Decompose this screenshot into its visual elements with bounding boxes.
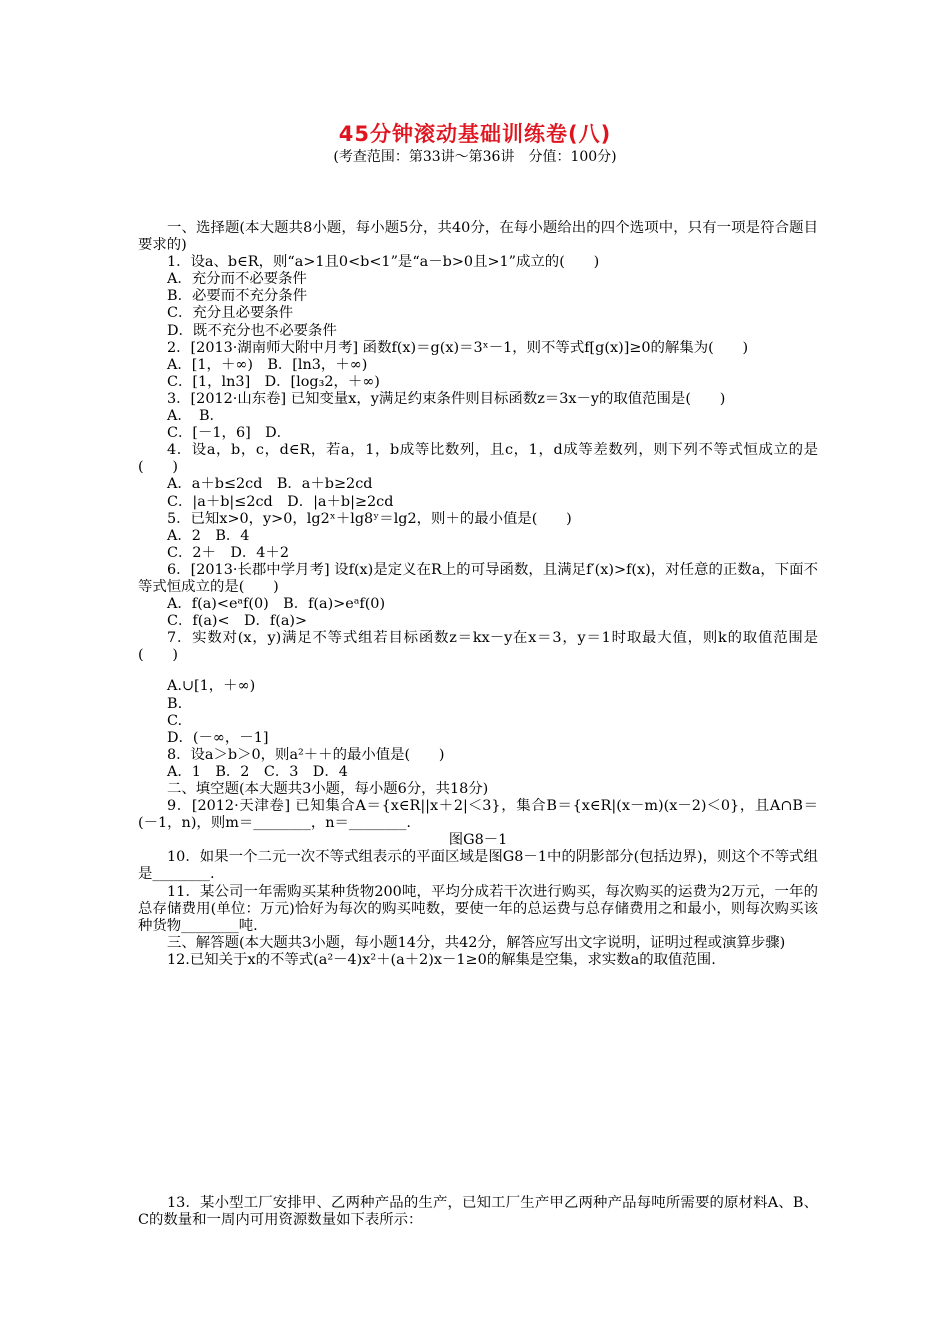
q5-stem: 5．已知x>0，y>0，lg2ˣ＋lg8ʸ＝lg2，则＋的最小值是( ) [167, 510, 572, 527]
exam-body [138, 206, 818, 1229]
q1-option-b: B．必要而不充分条件 [167, 288, 308, 305]
exam-title: 45分钟滚动基础训练卷(八) [338, 122, 612, 146]
q7-option-d: D．(－∞，－1] [167, 729, 269, 746]
q1-option-a: A．充分而不必要条件 [167, 271, 307, 288]
q4-options-ab: A．a＋b≤2cd B．a＋b≥2cd [167, 476, 373, 493]
q1-option-c: C．充分且必要条件 [167, 305, 294, 322]
q8-options: A．1 B．2 C．3 D．4 [167, 763, 348, 780]
figure-caption: 图G8－1 [448, 832, 508, 849]
q6-stem: 6．[2013·长郡中学月考] 设f(x)是定义在R上的可导函数，且满足f′(x)>f(x)，对任意的正数a，下面不等式恒成立的是( ) [138, 561, 818, 595]
q11-stem: 11．某公司一年需购买某种货物200吨，平均分成若干次进行购买，每次购买的运费为2万元，一年的总存储费用(单位：万元)恰好为每次的购买吨数，要使一年的总运费与总存储费用之和最小，则每次购买该种货物________吨. [138, 883, 818, 934]
q9-stem: 9．[2012·天津卷] 已知集合A＝{x∈R||x＋2|＜3}，集合B＝{x∈R|(x－m)(x－2)＜0}，且A∩B＝(－1，n)，则m＝________，n＝________. [138, 798, 818, 832]
q2-stem: 2．[2013·湖南师大附中月考] 函数f(x)＝g(x)＝3ˣ－1，则不等式f[g(x)]≥0的解集为( ) [167, 339, 749, 356]
q7-stem: 7．实数对(x，y)满足不等式组若目标函数z＝kx－y在x＝3，y＝1时取最大值，则k的取值范围是( ) [138, 630, 818, 664]
q13-stem: 13．某小型工厂安排甲、乙两种产品的生产，已知工厂生产甲乙两种产品每吨所需要的原材料A、B、C的数量和一周内可用资源数量如下表所示： [138, 1195, 818, 1229]
q7-option-a: A.∪[1，＋∞) [167, 678, 256, 695]
q4-options-cd: C．|a＋b|≤2cd D．|a＋b|≥2cd [167, 493, 394, 510]
q5-options-ab: A．2 B．4 [167, 527, 250, 544]
q1-stem: 1．设a、b∈R，则“a>1且0<b<1”是“a－b>0且>1”成立的( ) [167, 254, 600, 271]
q6-options-ab: A．f(a)<eᵃf(0) B．f(a)>eᵃf(0) [167, 596, 386, 613]
section1-heading: 一、选择题(本大题共8小题，每小题5分，共40分，在每小题给出的四个选项中，只有一项是符合题目要求的) [138, 220, 818, 254]
q5-options-cd: C．2＋ D．4＋2 [167, 544, 289, 561]
q8-stem: 8．设a＞b＞0，则a²＋＋的最小值是( ) [167, 746, 445, 763]
section3-heading: 三、解答题(本大题共3小题，每小题14分，共42分，解答应写出文字说明，证明过程或演算步骤) [167, 934, 786, 951]
exam-subtitle: (考查范围：第33讲～第36讲 分值：100分) [333, 149, 617, 165]
q4-stem: 4．设a，b，c，d∈R，若a，1，b成等比数列，且c，1，d成等差数列，则下列不等式恒成立的是( ) [138, 442, 818, 476]
q3-options-cd: C．[－1，6] D． [167, 425, 292, 442]
q1-option-d: D．既不充分也不必要条件 [167, 322, 337, 339]
q3-stem: 3．[2012·山东卷] 已知变量x，y满足约束条件则目标函数z＝3x－y的取值范围是( ) [167, 390, 726, 407]
q2-options-ab: A．[1，＋∞) B．[ln3，＋∞) [167, 356, 368, 373]
q7-option-c: C. [167, 712, 183, 729]
q3-options-ab: A． B． [167, 408, 224, 425]
q10-stem: 10．如果一个二元一次不等式组表示的平面区域是图G8－1中的阴影部分(包括边界)，则这个不等式组是________. [138, 849, 818, 883]
q12-stem: 12.已知关于x的不等式(a²－4)x²＋(a＋2)x－1≥0的解集是空集，求实数a的取值范围. [167, 951, 716, 968]
q6-options-cd: C．f(a)< D．f(a)> [167, 613, 308, 630]
q7-option-b: B. [167, 695, 183, 712]
q2-options-cd: C．[1，ln3] D．[log₃2，＋∞) [167, 373, 380, 390]
section2-heading: 二、填空题(本大题共3小题，每小题6分，共18分) [167, 781, 489, 797]
